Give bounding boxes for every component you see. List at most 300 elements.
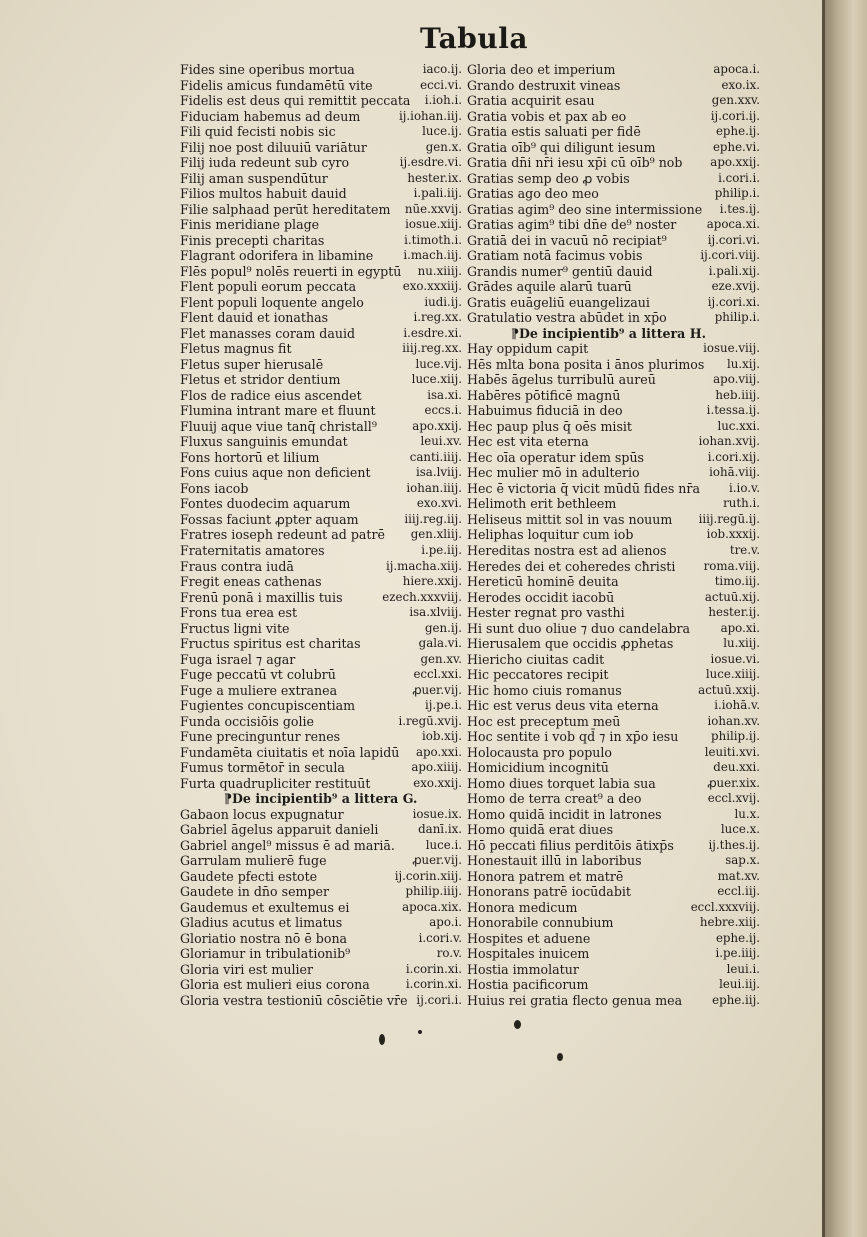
index-entry [467, 109, 760, 125]
left-index-column [180, 62, 462, 1008]
entry-text: Hay oppidum capit [467, 341, 589, 357]
entry-reference: isa.xi. [427, 387, 462, 402]
entry-text: Gaudete pfecti estote [180, 868, 318, 884]
entry-reference: i.pali.xij. [708, 263, 760, 278]
entry-text: Fletus et stridor dentium [180, 372, 341, 388]
entry-text: Gratulatio vestra abūdet in xp̄o [467, 310, 667, 326]
entry-text: Habuimus fiduciā in deo [467, 403, 623, 419]
entry-reference: i.corin.xi. [405, 977, 462, 992]
index-entry [180, 543, 462, 559]
index-entry [467, 295, 760, 311]
entry-text: Gratia oīb⁹ qui diligunt iesum [467, 139, 656, 155]
index-entry [467, 838, 760, 854]
index-entry [467, 465, 760, 481]
entry-reference: leui.iij. [719, 977, 760, 992]
entry-reference: luc.xxi. [717, 418, 760, 433]
entry-text: Fumus tormētor̄ in secula [180, 760, 345, 776]
index-entry [180, 248, 462, 264]
entry-reference: i.ioh.i. [424, 93, 462, 108]
entry-text: Gabaon locus expugnatur [180, 806, 344, 822]
entry-text: Habēres pōtificē magnū [467, 387, 621, 403]
entry-text: Helimoth erit bethleem [467, 496, 617, 512]
index-entry [467, 574, 760, 590]
entry-reference: exo.xxxiij. [402, 279, 462, 294]
entry-text: Hec paup plus q̄ oēs misit [467, 418, 632, 434]
index-entry [467, 822, 760, 838]
entry-reference: exo.xxij. [413, 775, 462, 790]
entry-text: Heredes dei et coheredes cħristi [467, 558, 676, 574]
entry-text: Gabriel angel⁹ missus ē ad mariā. [180, 837, 395, 853]
entry-reference: iosue.vi. [710, 651, 760, 666]
entry-reference: leui.xv. [420, 434, 462, 449]
index-entry [467, 636, 760, 652]
entry-reference: hester.ij. [708, 605, 760, 620]
index-entry [467, 202, 760, 218]
index-entry [467, 745, 760, 761]
entry-text: Fons cuius aque non deficient [180, 465, 371, 481]
entry-text: Flos de radice eius ascendet [180, 387, 362, 403]
entry-reference: apo.xxij. [710, 155, 760, 170]
index-entry [467, 760, 760, 776]
index-entry [467, 155, 760, 171]
entry-text: Gloria deo et imperium [467, 62, 616, 77]
entry-text: Gratia estis saluati per fidē [467, 124, 641, 140]
index-entry [467, 481, 760, 497]
entry-reference: nu.xiiij. [417, 263, 462, 278]
entry-reference: ecci.vi. [420, 77, 462, 92]
index-entry [180, 915, 462, 931]
entry-reference: eccs.i. [424, 403, 462, 418]
entry-reference: luce.i. [425, 837, 462, 852]
index-entry [180, 776, 462, 792]
index-entry [180, 977, 462, 993]
ink-mark [418, 1030, 422, 1034]
index-entry [467, 590, 760, 606]
index-entry [180, 124, 462, 140]
index-entry [467, 78, 760, 94]
entry-text: Holocausta pro populo [467, 744, 612, 760]
entry-reference: ij.cori.xi. [707, 294, 760, 309]
entry-reference: hester.ix. [407, 170, 462, 185]
entry-reference: gala.vi. [418, 636, 462, 651]
index-entry [467, 977, 760, 993]
entry-text: Fregit eneas cathenas [180, 574, 322, 590]
entry-text: Fugientes concupiscentiam [180, 698, 356, 714]
entry-text: Filij aman suspendūtur [180, 170, 328, 186]
entry-text: Gloria viri est mulier [180, 961, 313, 977]
entry-reference: i.corin.xi. [405, 961, 462, 976]
index-entry [467, 527, 760, 543]
index-entry [180, 760, 462, 776]
entry-text: Fons iacob [180, 480, 249, 496]
index-entry [180, 714, 462, 730]
entry-reference: apoca.xi. [706, 217, 760, 232]
index-entry [180, 652, 462, 668]
index-entry [180, 512, 462, 528]
entry-reference: philip.i. [714, 186, 760, 201]
index-entry [467, 186, 760, 202]
index-entry [467, 807, 760, 823]
index-entry [180, 357, 462, 373]
entry-text: Fructus spiritus est charitas [180, 636, 361, 652]
entry-text: Gaudemus et exultemus ei [180, 899, 350, 915]
index-entry [180, 171, 462, 187]
entry-reference: tre.v. [729, 542, 760, 557]
index-entry [467, 217, 760, 233]
entry-reference: i.pe.iij. [421, 542, 462, 557]
index-entry [467, 621, 760, 637]
entry-reference: actuū.xij. [704, 589, 760, 604]
entry-reference: luce.xiij. [411, 372, 462, 387]
entry-text: Filios multos habuit dauid [180, 186, 347, 202]
entry-text: Gloria vestra testioniū cōsciētie vr̄e [180, 992, 408, 1008]
entry-reference: actuū.xxij. [698, 682, 760, 697]
entry-text: Gratia dn̄i nr̄i iesu xp̄i cū oīb⁹ nob [467, 155, 683, 171]
index-entry [467, 388, 760, 404]
index-entry [467, 450, 760, 466]
entry-text: Homicidium incognitū [467, 760, 609, 776]
index-entry [467, 403, 760, 419]
index-entry [180, 279, 462, 295]
index-entry [180, 78, 462, 94]
entry-text: Fili quid fecisti nobis sic [180, 124, 336, 140]
entry-reference: eze.xvij. [711, 279, 760, 294]
entry-text: Fuge a muliere extranea [180, 682, 338, 698]
index-entry [180, 667, 462, 683]
entry-text: Hō peccati filius perditōis ātixp̄s [467, 837, 674, 853]
entry-text: Hec ē victoria q̄ vicit mūdū fides nr̄a [467, 480, 700, 496]
index-entry [467, 915, 760, 931]
entry-text: Gaudete in dn̄o semper [180, 884, 330, 900]
entry-text: Honorabile connubium [467, 915, 614, 931]
index-entry [467, 171, 760, 187]
entry-reference: luce.x. [720, 822, 760, 837]
entry-text: Finis meridiane plage [180, 217, 320, 233]
entry-text: Hoc est preceptum meū [467, 713, 621, 729]
index-entry [180, 574, 462, 590]
entry-reference: ꝓuer.xix. [707, 775, 760, 790]
entry-text: Hic homo ciuis romanus [467, 682, 622, 698]
entry-reference: iob.xxxij. [706, 527, 760, 542]
entry-reference: ij.corin.xiij. [394, 868, 462, 883]
entry-text: Hostia pacificorum [467, 977, 589, 993]
entry-reference: luce.vij. [415, 356, 462, 371]
entry-reference: i.tes.ij. [719, 201, 760, 216]
entry-text: Gratias agim⁹ tibi dn̄e de⁹ noster [467, 217, 677, 233]
section-heading [180, 791, 462, 807]
entry-text: Fletus super hierusalē [180, 356, 324, 372]
index-entry [180, 341, 462, 357]
index-entry [467, 62, 760, 78]
index-entry [180, 853, 462, 869]
entry-text: Gloriamur in tribulationib⁹ [180, 946, 351, 962]
entry-text: Filie salphaad perūt hereditatem [180, 201, 391, 217]
entry-text: Hiericho ciuitas cadit [467, 651, 605, 667]
index-entry [180, 419, 462, 435]
right-index-column [467, 62, 760, 1008]
entry-reference: isa.lviij. [415, 465, 462, 480]
entry-reference: i.tessa.ij. [706, 403, 760, 418]
entry-text: Hierusalem que occidis ꝓphetas [467, 636, 674, 652]
entry-text: Gratias ago deo meo [467, 186, 599, 202]
entry-text: Flent populi eorum peccata [180, 279, 357, 295]
ink-mark [557, 1053, 563, 1061]
index-entry [467, 667, 760, 683]
entry-text: Honestauit illū in laboribus [467, 853, 642, 869]
entry-text: Funda occisiōis golie [180, 713, 314, 729]
entry-text: Gratias semp deo ꝓ vobis [467, 170, 630, 186]
entry-reference: danī.ix. [418, 822, 462, 837]
entry-text: Hec est vita eterna [467, 434, 589, 450]
entry-text: Flent dauid et ionathas [180, 310, 329, 326]
entry-text: Grandis numer⁹ gentiū dauid [467, 263, 653, 279]
index-entry [180, 93, 462, 109]
entry-text: Fons hortorū et lilium [180, 449, 320, 465]
entry-text: Homo de terra creat⁹ a deo [467, 791, 642, 807]
entry-text: Fontes duodecim aquarum [180, 496, 351, 512]
index-entry [180, 590, 462, 606]
entry-reference: iosue.viij. [703, 341, 760, 356]
entry-reference: iohan.xvij. [698, 434, 760, 449]
index-entry [467, 993, 760, 1009]
index-entry [467, 93, 760, 109]
index-entry [180, 481, 462, 497]
entry-reference: lu.x. [734, 806, 760, 821]
entry-reference: luce.xiiij. [705, 667, 760, 682]
entry-reference: iob.xij. [421, 729, 462, 744]
entry-text: Gabriel āgelus apparuit danieli [180, 822, 379, 838]
entry-reference: ij.esdre.vi. [399, 155, 462, 170]
entry-reference: apoca.i. [713, 62, 760, 76]
index-entry [467, 869, 760, 885]
entry-reference: ij.iohan.iij. [399, 108, 462, 123]
index-entry [180, 310, 462, 326]
entry-reference: ruth.i. [723, 496, 760, 511]
index-entry [180, 884, 462, 900]
entry-reference: eccl.iij. [717, 884, 760, 899]
entry-reference: ij.pe.i. [425, 698, 462, 713]
entry-reference: exo.ix. [721, 77, 760, 92]
entry-text: Fidelis est deus qui remittit peccata [180, 93, 411, 109]
entry-reference: ꝓuer.vij. [412, 853, 462, 868]
index-entry [180, 605, 462, 621]
entry-reference: iohan.iiij. [406, 480, 462, 495]
index-entry [180, 745, 462, 761]
entry-text: Fuge peccatū vt colubrū [180, 667, 336, 683]
index-entry [467, 140, 760, 156]
entry-reference: lu.xij. [727, 356, 760, 371]
entry-reference: leui.i. [726, 961, 760, 976]
entry-reference: gen.xv. [420, 651, 462, 666]
page-title: Tabula [420, 22, 529, 55]
index-entry [467, 124, 760, 140]
entry-reference: i.reg.xx. [413, 310, 462, 325]
entry-text: Fossas faciunt ꝓpter aquam [180, 511, 359, 527]
section-heading [467, 326, 760, 342]
entry-text: Gratiam notā facimus vobis [467, 248, 643, 264]
entry-text: Hec mulier mō in adulterio [467, 465, 640, 481]
entry-reference: i.mach.iij. [403, 248, 462, 263]
entry-reference: apo.i. [429, 915, 462, 930]
entry-reference: i.cori.i. [718, 170, 760, 185]
index-entry [180, 295, 462, 311]
entry-reference: apo.xxij. [412, 418, 462, 433]
entry-reference: eccl.xxi. [413, 667, 462, 682]
ink-mark [379, 1034, 385, 1045]
index-entry [180, 900, 462, 916]
entry-reference: eccl.xvij. [707, 791, 760, 806]
entry-text: Gloria est mulieri eius corona [180, 977, 370, 993]
index-entry [467, 683, 760, 699]
entry-text: Flet manasses coram dauid [180, 325, 356, 341]
entry-text: Frenū ponā i maxillis tuis [180, 589, 343, 605]
index-entry [467, 543, 760, 559]
entry-reference: timo.iij. [714, 574, 760, 589]
index-entry [180, 962, 462, 978]
entry-reference: philip.ij. [711, 729, 760, 744]
index-entry [467, 496, 760, 512]
entry-reference: iosue.ix. [412, 806, 462, 821]
entry-text: Gratias agim⁹ deo sine intermissione [467, 201, 703, 217]
entry-text: Hic est verus deus vita eterna [467, 698, 659, 714]
entry-reference: iohan.xv. [707, 713, 760, 728]
entry-reference: luce.ij. [422, 124, 462, 139]
entry-text: Heliseus mittit sol in vas nouum [467, 511, 673, 527]
entry-reference: ij.cori.ij. [710, 108, 760, 123]
entry-text: Filij noe post diluuiū variātur [180, 139, 367, 155]
entry-text: Hi sunt duo oliue ⁊ duo candelabra [467, 620, 691, 636]
index-entry [180, 527, 462, 543]
entry-reference: ephe.ij. [715, 930, 760, 945]
index-entry [467, 248, 760, 264]
index-entry [467, 310, 760, 326]
entry-reference: iiij.reg.iij. [404, 511, 462, 526]
entry-text: Frons tua erea est [180, 605, 298, 621]
entry-reference: iiij.regū.ij. [698, 511, 760, 526]
index-entry [467, 419, 760, 435]
entry-text: Fluuij aque viue tanq̄ christall⁹ [180, 418, 377, 434]
entry-reference: isa.xlviij. [409, 605, 462, 620]
entry-text: Fune precinguntur renes [180, 729, 341, 745]
entry-reference: ephe.vi. [712, 139, 760, 154]
entry-reference: gen.xliij. [410, 527, 462, 542]
entry-reference: apo.xxi. [415, 744, 462, 759]
entry-reference: ij.cori.viij. [700, 248, 760, 263]
entry-reference: nūe.xxvij. [404, 201, 462, 216]
index-entry [467, 372, 760, 388]
index-entry [467, 946, 760, 962]
entry-reference: i.pe.iiij. [715, 946, 760, 961]
entry-text: Gratia vobis et pax ab eo [467, 108, 627, 124]
entry-reference: heb.iiij. [715, 387, 760, 402]
entry-text: Habēs āgelus turribulū aureū [467, 372, 656, 388]
entry-reference: hiere.xxij. [402, 574, 462, 589]
entry-reference: i.cori.xij. [707, 449, 760, 464]
entry-text: ⁋De incipientib⁹ a littera G. [224, 791, 418, 807]
index-entry [467, 698, 760, 714]
index-entry [467, 605, 760, 621]
entry-reference: i.io.v. [729, 480, 760, 495]
entry-text: Honorans patrē iocūdabit [467, 884, 631, 900]
entry-text: Hec oīa operatur idem spūs [467, 449, 645, 465]
index-entry [467, 931, 760, 947]
entry-reference: exo.xvi. [416, 496, 462, 511]
index-entry [180, 403, 462, 419]
index-entry [467, 652, 760, 668]
entry-text: Finis precepti charitas [180, 232, 325, 248]
index-entry [467, 900, 760, 916]
index-entry [467, 962, 760, 978]
index-entry [180, 931, 462, 947]
index-entry [180, 264, 462, 280]
index-entry [467, 714, 760, 730]
entry-reference: iohā.viij. [709, 465, 760, 480]
entry-text: Grando destruxit vineas [467, 77, 621, 93]
entry-text: Fidelis amicus fundamētū vite [180, 77, 373, 93]
entry-text: Huius rei gratia flecto genua mea [467, 992, 683, 1008]
entry-reference: mat.xv. [717, 868, 760, 883]
entry-reference: hebre.xiij. [699, 915, 760, 930]
entry-reference: gen.x. [425, 139, 462, 154]
entry-reference: ephe.iij. [712, 992, 760, 1007]
entry-reference: gen.ij. [424, 620, 462, 635]
index-entry [467, 853, 760, 869]
entry-text: Filij iuda redeunt sub cyro [180, 155, 350, 171]
index-entry [467, 434, 760, 450]
index-entry [180, 869, 462, 885]
entry-reference: eccl.xxxviij. [690, 899, 760, 914]
entry-text: Flumina intrant mare et fluunt [180, 403, 376, 419]
entry-text: ⁋De incipientib⁹ a littera H. [511, 325, 707, 341]
entry-text: Heliphas loquitur cum iob [467, 527, 634, 543]
index-entry [180, 993, 462, 1009]
entry-text: Hostia immolatur [467, 961, 579, 977]
entry-text: Gladius acutus et limatus [180, 915, 343, 931]
entry-reference: i.pali.iij. [413, 186, 462, 201]
entry-text: Fructus ligni vite [180, 620, 290, 636]
index-entry [180, 621, 462, 637]
entry-reference: ij.macha.xiij. [386, 558, 462, 573]
entry-reference: philip.i. [714, 310, 760, 325]
index-entry [180, 326, 462, 342]
index-entry [180, 838, 462, 854]
entry-text: Herodes occidit iacobū [467, 589, 615, 605]
entry-reference: iosue.xiij. [405, 217, 462, 232]
entry-text: Homo diues torquet labia sua [467, 775, 656, 791]
index-entry [180, 729, 462, 745]
entry-reference: iaco.ij. [422, 62, 462, 76]
entry-text: Gratiā dei in vacuū nō recipiat⁹ [467, 232, 667, 248]
entry-text: Gratis euāgeliū euangelizaui [467, 294, 650, 310]
index-entry [180, 217, 462, 233]
entry-text: Hēs mlta bona posita i ānos plurimos [467, 356, 705, 372]
entry-reference: apo.viij. [713, 372, 760, 387]
entry-text: Fides sine operibus mortua [180, 62, 355, 77]
index-entry [180, 496, 462, 512]
index-entry [180, 186, 462, 202]
index-entry [180, 233, 462, 249]
entry-reference: i.cori.v. [418, 930, 462, 945]
entry-reference: apo.xiiij. [411, 760, 462, 775]
entry-text: Flent populi loquente angelo [180, 294, 364, 310]
entry-reference: ephe.ij. [715, 124, 760, 139]
entry-text: Furta quadrupliciter restituūt [180, 775, 371, 791]
entry-text: Gloriatio nostra nō ē bona [180, 930, 348, 946]
entry-reference: sap.x. [725, 853, 760, 868]
entry-reference: ꝓuer.vij. [412, 682, 462, 697]
index-entry [180, 434, 462, 450]
entry-reference: lu.xiij. [723, 636, 760, 651]
